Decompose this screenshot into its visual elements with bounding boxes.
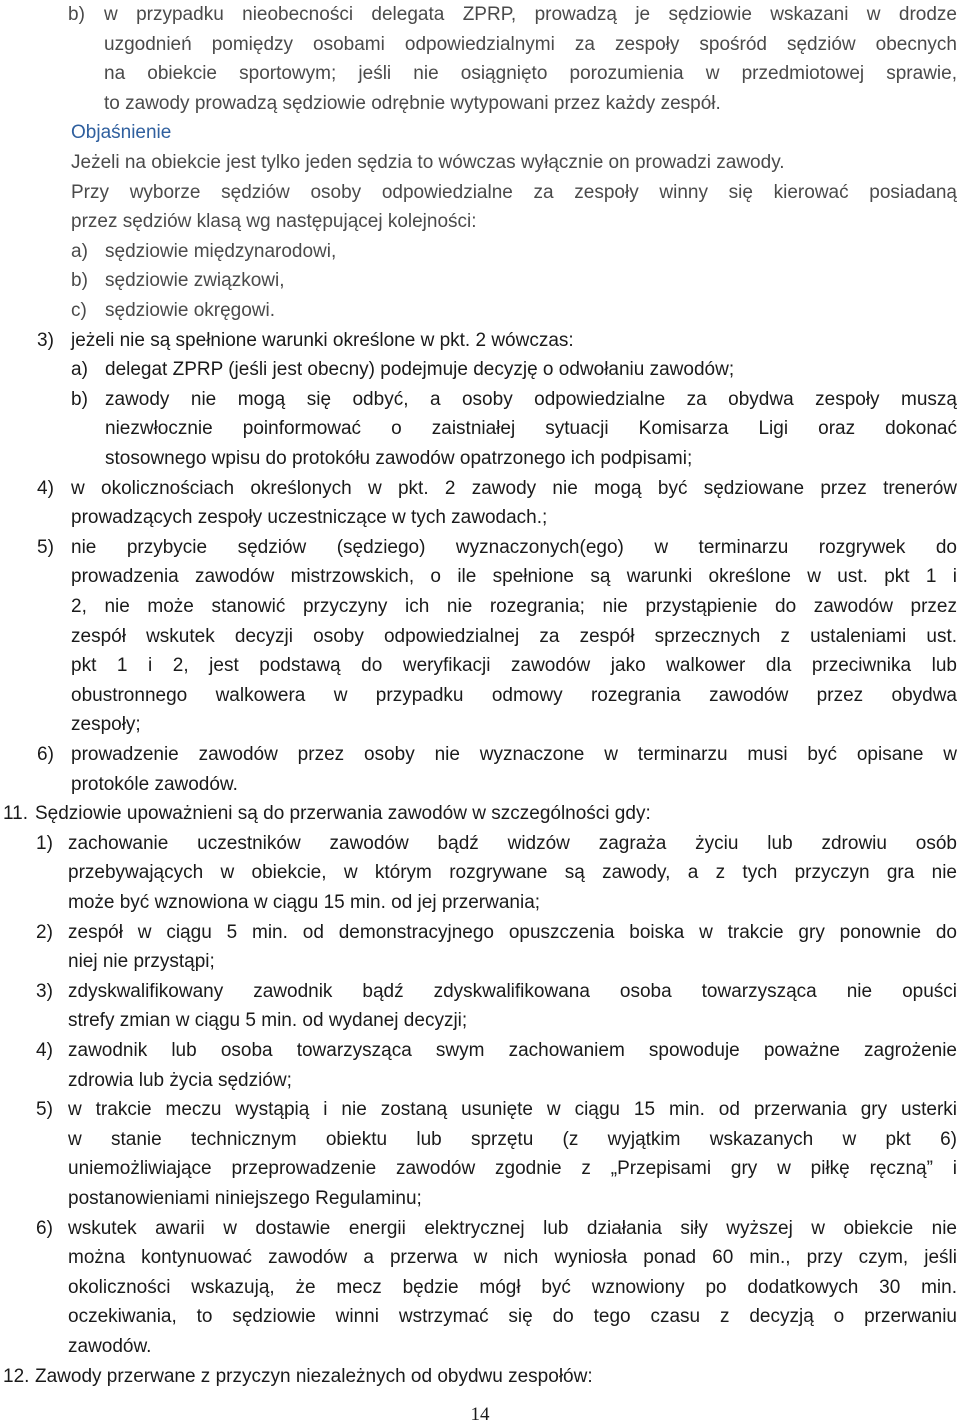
line-text: zespoły; xyxy=(71,714,141,736)
line-text: można kontynuować zawodów a przerwa w nich wyniosła ponad 60 min., przy czym, jeśli xyxy=(68,1247,957,1269)
line-text: sędziowie okręgowi. xyxy=(105,300,276,321)
line-text: może być wznowiona w ciągu 15 min. od jej przerwania; xyxy=(68,892,541,913)
line-text: wskutek awarii w dostawie energii elektrycznej lub działania siły wyższej w obiekcie nie xyxy=(68,1217,957,1239)
line-text: stosownego wpisu do protokółu zawodów opatrzonego ich podpisami; xyxy=(105,448,693,469)
line-text: prowadzących zespoły uczestniczące w tych zawodach.; xyxy=(71,507,548,529)
line-text: zawody nie mogą się odbyć, a osoby odpowiedzialne za obydwa zespoły muszą xyxy=(105,388,957,410)
list-marker: 3) xyxy=(36,980,53,1002)
line-text: uzgodnień pomiędzy osobami odpowiedzialnymi za zespoły spośród sędziów obecnych xyxy=(104,33,957,55)
line-text: protokóle zawodów. xyxy=(71,773,238,795)
line-text: zawodów. xyxy=(68,1336,152,1357)
list-marker: 1) xyxy=(36,832,53,854)
line-text: sędziowie związkowi, xyxy=(105,270,285,292)
line-text: przebywających w obiekcie, w którym rozgrywane są zawody, a z tych przyczyn gra nie xyxy=(68,862,957,884)
line-text: zdrowia lub życia sędziów; xyxy=(68,1069,292,1091)
list-marker: 5) xyxy=(36,1099,53,1121)
list-marker: a) xyxy=(71,359,88,381)
line-text: w trakcie meczu wystąpią i nie zostaną usunięte w ciągu 15 min. od przerwania gry usterki xyxy=(68,1099,957,1121)
list-marker: b) xyxy=(71,388,88,410)
line-text: zespół w ciągu 5 min. od demonstracyjnego opuszczenia boiska w trakcie gry ponownie do xyxy=(68,921,957,943)
line-text: zdyskwalifikowany zawodnik bądź zdyskwalifikowana osoba towarzysząca nie opuści xyxy=(68,980,957,1002)
line-text: prowadzenia zawodów mistrzowskich, o ile spełnione są warunki określone w ust. pkt 1 i xyxy=(71,566,957,588)
line-text: na obiekcie sportowym; jeśli nie osiągnięto porozumienia w przedmiotowej sprawie, xyxy=(104,63,957,85)
line-text: Zawody przerwane z przyczyn niezależnych od obydwu zespołów: xyxy=(35,1365,593,1387)
line-text: prowadzenie zawodów przez osoby nie wyznaczone w terminarzu musi być opisane w xyxy=(71,744,957,765)
section-heading: Objaśnienie xyxy=(71,122,172,144)
list-marker: 11. xyxy=(3,803,29,825)
line-text: postanowieniami niniejszego Regulaminu; xyxy=(68,1188,422,1209)
line-text: niej nie przystąpi; xyxy=(68,951,215,973)
line-text: nie przybycie sędziów (sędziego) wyznaczonych(ego) w terminarzu rozgrywek do xyxy=(71,536,957,558)
list-marker: 5) xyxy=(37,536,54,558)
line-text: niezwłocznie poinformować o zaistniałej sytuacji Komisarza Ligi oraz dokonać xyxy=(105,418,957,440)
line-text: zachowanie uczestników zawodów bądź widzów zagraża życiu lub zdrowiu osób xyxy=(68,832,957,854)
page-number: 14 xyxy=(470,1404,490,1425)
line-text: delegat ZPRP (jeśli jest obecny) podejmuje decyzję o odwołaniu zawodów; xyxy=(105,359,735,381)
line-text: sędziowie międzynarodowi, xyxy=(105,240,337,262)
list-marker: 2) xyxy=(36,921,53,943)
list-marker: 4) xyxy=(37,477,54,499)
line-text: Sędziowie upoważnieni są do przerwania zawodów w szczególności gdy: xyxy=(35,803,651,825)
line-text: zawodnik lub osoba towarzysząca swym zachowaniem spowoduje poważne zagrożenie xyxy=(68,1040,957,1061)
line-text: zespół wskutek decyzji osoby odpowiedzialnej za zespół sprzecznych z ustaleniami ust. xyxy=(71,625,957,647)
line-text: Jeżeli na obiekcie jest tylko jeden sędzia to wówczas wyłącznie on prowadzi zawody. xyxy=(71,152,785,173)
list-marker: a) xyxy=(71,240,88,262)
line-text: okoliczności wskazują, że mecz będzie mógł być wznowiony po dodatkowych 30 min. xyxy=(68,1276,957,1298)
list-marker: 6) xyxy=(37,744,54,765)
line-text: jeżeli nie są spełnione warunki określone w pkt. 2 wówczas: xyxy=(71,329,574,351)
line-text: Przy wyborze sędziów osoby odpowiedzialne za zespoły winny się kierować posiadaną xyxy=(71,181,957,203)
line-text: pkt 1 i 2, jest podstawą do weryfikacji zawodów jako walkower dla przeciwnika lub xyxy=(71,655,957,677)
line-text: w przypadku nieobecności delegata ZPRP, prowadzą je sędziowie wskazani w drodze xyxy=(104,4,957,25)
line-text: w stanie technicznym obiektu lub sprzętu (z wyjątkim wskazanych w pkt 6) xyxy=(68,1128,957,1150)
line-text: uniemożliwiające przeprowadzenie zawodów zgodnie z „Przepisami gry w piłkę ręczną” i xyxy=(68,1158,957,1180)
line-text: strefy zmian w ciągu 5 min. od wydanej decyzji; xyxy=(68,1010,468,1032)
line-text: 2, nie może stanowić przyczyny ich nie rozegrania; nie przystąpienie do zawodów przez xyxy=(71,596,957,617)
line-text: w okolicznościach określonych w pkt. 2 zawody nie mogą być sędziowane przez trenerów xyxy=(71,477,957,499)
line-text: to zawody prowadzą sędziowie odrębnie wytypowani przez każdy zespół. xyxy=(104,92,721,114)
list-marker: 6) xyxy=(36,1217,53,1239)
line-text: przez sędziów klasą wg następującej kolejności: xyxy=(71,211,477,233)
list-marker: b) xyxy=(71,270,88,292)
list-marker: b) xyxy=(68,4,85,25)
line-text: oczekiwania, to sędziowie winni wstrzymać się do tego czasu z decyzją o przerwaniu xyxy=(68,1306,957,1328)
line-text: obustronnego walkowera w przypadku odmowy rozegrania zawodów przez obydwa xyxy=(71,684,957,706)
list-marker: 4) xyxy=(36,1040,53,1061)
list-marker: 12. xyxy=(3,1365,30,1387)
list-marker: 3) xyxy=(37,329,54,351)
list-marker: c) xyxy=(71,300,87,321)
